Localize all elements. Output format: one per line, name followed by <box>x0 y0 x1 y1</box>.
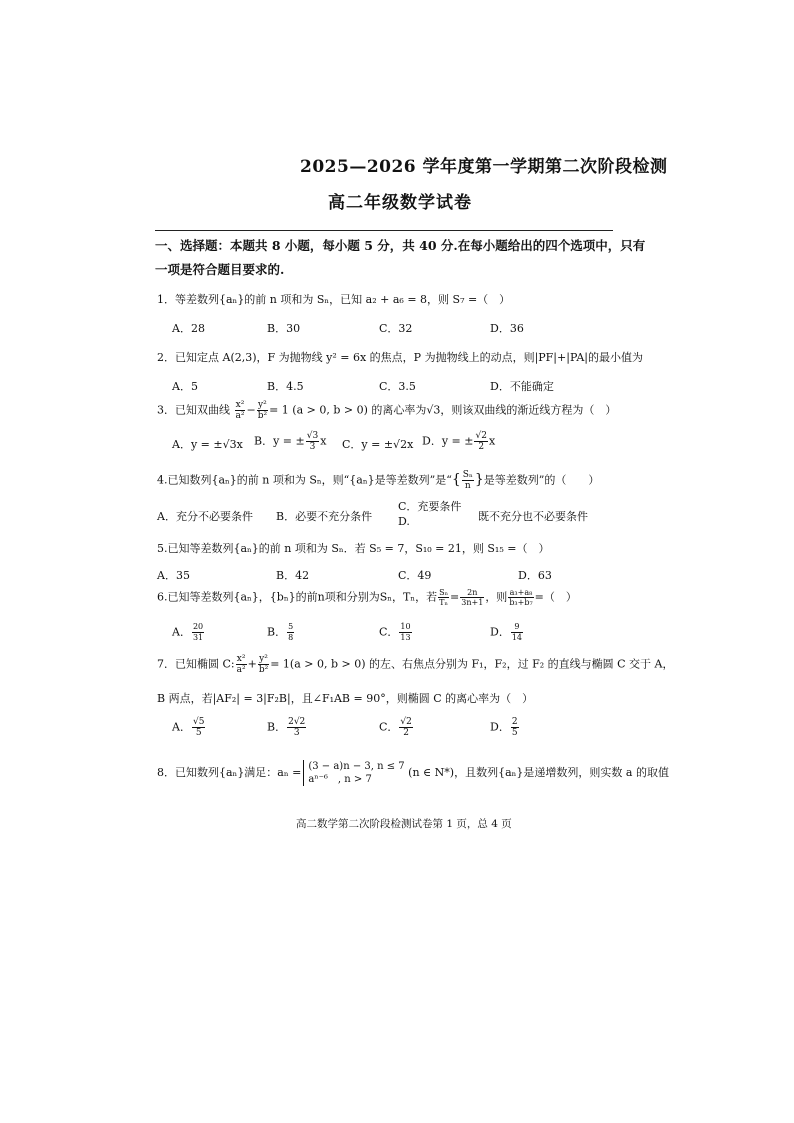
q6-stem-mid: ，则 <box>485 590 508 604</box>
q7-a-fraction <box>192 717 205 738</box>
q6-value-fraction <box>460 588 484 607</box>
q7-equals: = 1 <box>270 657 290 671</box>
q8-case-2: aⁿ⁻⁶ , n > 7 <box>308 774 372 785</box>
q7-option-b-label: B． <box>267 720 287 734</box>
q6-option-d-label: D． <box>490 625 510 639</box>
q3-b-x: x <box>320 434 327 448</box>
q2-option-a: A．5 <box>172 380 198 393</box>
q7-option-b <box>267 717 307 738</box>
q7-y-fraction <box>258 654 269 675</box>
question-5-stem: 5.已知等差数列{aₙ}的前 n 项和为 Sₙ．若 S₅ = 7，S₁₀ = 21，则 S₁₅ =（ ） <box>157 542 550 555</box>
question-3-stem: 3．已知双曲线 $\frac{\text{x²}}{\text{a²}}$ − $\frac{\text{y²}}{\text{b²}}$ = 1 (a > 0, b > 0) 的离心率为√3，则该双曲线的渐近线方程为（ ） <box>157 400 617 421</box>
exam-subtitle: 高二年级数学试卷 <box>328 193 472 213</box>
q7-stem-prefix: 7．已知椭圆 C: <box>157 657 235 671</box>
q4-option-d-label: D. <box>398 515 410 528</box>
q7-d-num: 2 <box>511 717 518 727</box>
q6-ask-num: a₃+a₈ <box>509 588 533 597</box>
q6-d-num: 9 <box>511 622 523 633</box>
q6-c-fraction <box>399 622 411 643</box>
q3-x-num: x² <box>235 400 245 410</box>
q7-y-num: y² <box>259 654 268 664</box>
q6-val-num: 2n <box>460 588 484 598</box>
q1-option-d: D．36 <box>490 322 524 335</box>
question-2-stem: 2．已知定点 A(2,3)，F 为抛物线 y² = 6x 的焦点，P 为抛物线上的动点，则|PF|+|PA|的最小值为 <box>157 351 643 364</box>
q6-d-fraction <box>511 622 523 643</box>
q2-option-c: C．3.5 <box>379 380 416 393</box>
question-1-stem: 1．等差数列{aₙ}的前 n 项和为 Sₙ，已知 a₂ + a₆ = 8，则 S₇ =（ ） <box>157 293 511 306</box>
q6-c-den: 13 <box>400 633 411 642</box>
q6-option-c-label: C． <box>379 625 399 639</box>
question-7-stem: 7．已知椭圆 C: $\frac{\text{x²}}{\text{a²}}$ + $\frac{\text{y²}}{\text{b²}}$ = 1(a > 0, b > 0) 的左、右焦点分别为 F₁，F₂，过 F₂ 的直线与椭圆 C 交于 A， <box>157 654 674 675</box>
q3-d-den: 2 <box>478 442 485 452</box>
q6-stem-suffix: =（ ） <box>534 590 577 604</box>
q6-b-num: 5 <box>288 622 294 631</box>
q8-stem-prefix: 8．已知数列{aₙ}满足：aₙ = <box>157 766 302 779</box>
q7-x-num: x² <box>236 654 246 664</box>
q7-option-d <box>490 717 520 738</box>
q7-c-num: √2 <box>400 717 412 727</box>
q6-b-den: 8 <box>288 633 294 642</box>
q3-stem-suffix: (a > 0, b > 0) 的离心率为√3，则该双曲线的渐近线方程为（ ） <box>292 403 617 417</box>
q3-d-x: x <box>488 434 496 448</box>
q4-stem-suffix: 是等差数列”的（ ） <box>483 473 600 487</box>
q4-den: n <box>464 481 471 491</box>
q6-option-b <box>267 622 295 643</box>
q1-option-a: A．28 <box>172 322 205 335</box>
question-6-stem <box>157 588 577 607</box>
q8-stem-suffix: (n ∈ N*)，且数列{aₙ}是递增数列，则实数 a 的取值 <box>408 766 669 779</box>
q7-d-fraction <box>511 717 519 738</box>
q3-equals: = 1 <box>269 403 289 417</box>
q1-option-c: C．32 <box>379 322 413 335</box>
q7-x-fraction <box>236 654 247 675</box>
q3-x-den: a² <box>235 411 245 421</box>
q6-ask-fraction <box>508 588 533 607</box>
q4-option-a: A．充分不必要条件 <box>157 510 253 523</box>
q6-c-num: 10 <box>400 622 411 631</box>
q4-option-c: C．充要条件 <box>398 500 462 513</box>
q2-option-d: D．不能确定 <box>490 380 554 393</box>
q4-fraction <box>462 470 474 491</box>
q3-d-num: √2 <box>475 431 487 441</box>
q6-option-a <box>172 622 205 643</box>
q7-b-fraction <box>287 717 306 738</box>
q7-option-c-label: C． <box>379 720 399 734</box>
q5-option-a: A．35 <box>157 569 190 582</box>
q7-stem-suffix: (a > 0, b > 0) 的左、右焦点分别为 F₁，F₂，过 F₂ 的直线与椭圆 C 交于 A， <box>289 657 674 671</box>
exam-title: 2025—2026 学年度第一学期第二次阶段检测 <box>300 157 668 177</box>
q7-c-den: 2 <box>403 728 410 738</box>
q7-d-den: 5 <box>511 728 518 738</box>
q5-option-d: D．63 <box>518 569 552 582</box>
q3-option-c: C．y = ±√2x <box>342 438 414 451</box>
q6-option-d <box>490 622 524 643</box>
section-heading-line2: 一项是符合题目要求的. <box>155 262 285 277</box>
q7-b-den: 3 <box>293 728 300 738</box>
q6-option-c <box>379 622 413 643</box>
q6-d-den: 14 <box>511 633 523 642</box>
q7-option-a <box>172 717 206 738</box>
q3-y-den: b² <box>257 411 268 421</box>
q3-option-d-prefix: D．y = ± <box>422 434 474 448</box>
q2-option-b: B．4.5 <box>267 380 304 393</box>
q7-c-fraction <box>399 717 412 738</box>
section-heading-line1: 一、选择题：本题共 8 小题，每小题 5 分，共 40 分.在每小题给出的四个选项中，只有 <box>155 238 646 253</box>
q7-option-c <box>379 717 414 738</box>
q3-y-fraction <box>257 400 268 421</box>
q6-b-fraction <box>287 622 294 643</box>
q8-piecewise <box>303 760 404 786</box>
q6-ask-den: b₃+b₇ <box>509 598 533 607</box>
q3-option-b <box>254 431 326 452</box>
q6-a-fraction <box>192 622 204 643</box>
q7-option-d-label: D． <box>490 720 510 734</box>
page-footer: 高二数学第二次阶段检测试卷第 1 页，总 4 页 <box>296 818 512 830</box>
q3-b-fraction <box>306 431 319 452</box>
q6-stem-prefix: 6.已知等差数列{aₙ}，{bₙ}的前n项和分别为Sₙ，Tₙ，若 <box>157 590 438 604</box>
q7-a-den: 5 <box>195 728 202 738</box>
q6-option-a-label: A． <box>172 625 191 639</box>
q5-option-b: B．42 <box>276 569 310 582</box>
q6-a-num: 20 <box>192 622 204 631</box>
q7-option-a-label: A． <box>172 720 191 734</box>
q5-option-c: C．49 <box>398 569 432 582</box>
q7-y-den: b² <box>258 665 269 675</box>
q6-val-den: 3n+1 <box>461 598 484 607</box>
q6-condition-fraction <box>438 588 449 607</box>
q3-b-den: 3 <box>309 442 316 452</box>
q3-option-b-prefix: B．y = ± <box>254 434 305 448</box>
q6-cond-den: Tₙ <box>439 598 448 607</box>
q6-option-b-label: B． <box>267 625 287 639</box>
q4-option-d-text: 既不充分也不必要条件 <box>478 510 588 523</box>
q7-x-den: a² <box>236 665 246 675</box>
q7-b-num: 2√2 <box>288 717 306 727</box>
q6-equals: = <box>450 590 460 604</box>
q7-a-num: √5 <box>192 717 205 727</box>
q4-stem-prefix: 4.已知数列{aₙ}的前 n 项和为 Sₙ，则“{aₙ}是等差数列”是“ <box>157 473 452 487</box>
header-divider <box>155 230 613 231</box>
q3-option-d <box>422 431 495 452</box>
q3-x-fraction <box>235 400 246 421</box>
q8-case-1: (3 − a)n − 3, n ≤ 7 <box>308 761 405 772</box>
q3-y-num: y² <box>258 400 267 410</box>
q3-d-fraction <box>474 431 487 452</box>
q6-a-den: 31 <box>192 633 204 642</box>
q3-b-num: √3 <box>306 431 319 441</box>
question-8-stem <box>157 760 669 786</box>
q4-option-b: B．必要不充分条件 <box>276 510 373 523</box>
q1-option-b: B．30 <box>267 322 301 335</box>
q4-num: Sₙ <box>462 470 473 480</box>
q3-stem-prefix: 3．已知双曲线 <box>157 403 230 417</box>
q6-cond-num: Sₙ <box>439 588 449 597</box>
question-7-stem-line2: B 两点，若|AF₂| = 3|F₂B|，且∠F₁AB = 90°，则椭圆 C 的离心率为（ ） <box>157 692 534 705</box>
q3-option-a: A．y = ±√3x <box>172 438 243 451</box>
question-4-stem: 4.已知数列{aₙ}的前 n 项和为 Sₙ，则“{aₙ}是等差数列”是“{ $\frac{\text{Sₙ}}{n}$ }是等差数列”的（ ） <box>157 470 600 491</box>
